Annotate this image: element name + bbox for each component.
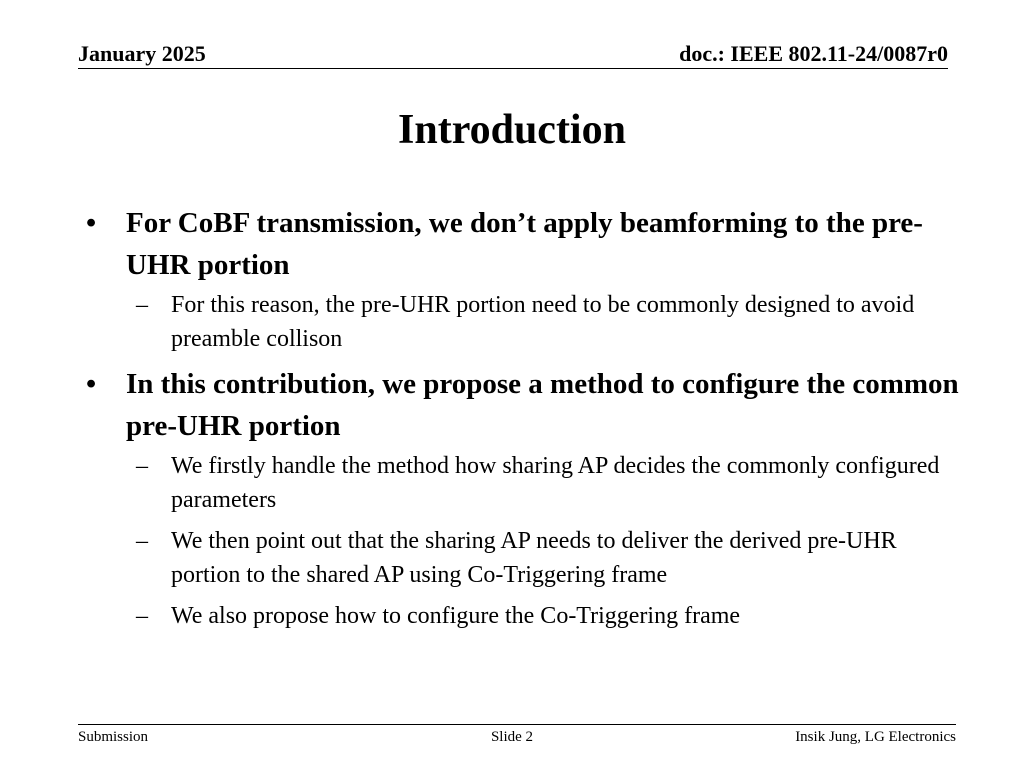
bullet-text: In this contribution, we propose a method to configure the common pre-UHR portion bbox=[126, 368, 959, 442]
sub-bullet-text: We then point out that the sharing AP needs to deliver the derived pre-UHR portion to the shared AP using Co-Triggering frame bbox=[171, 528, 897, 588]
bullet-item bbox=[84, 202, 964, 286]
footer-slide-number: Slide 2 bbox=[490, 729, 534, 745]
header-doc-id: doc.: IEEE 802.11-24/0087r0 bbox=[679, 41, 948, 66]
sub-bullet-item bbox=[84, 599, 964, 633]
sub-bullet-text: We firstly handle the method how sharing AP decides the commonly configured parameters bbox=[171, 453, 940, 513]
footer-divider bbox=[78, 724, 956, 725]
sub-bullet-list bbox=[84, 288, 964, 356]
dash-icon: – bbox=[136, 453, 148, 479]
bullet-dot-icon: • bbox=[86, 368, 97, 400]
dash-icon: – bbox=[136, 292, 148, 318]
slide-title: Introduction bbox=[398, 107, 626, 153]
footer-author: Insik Jung, LG Electronics bbox=[795, 729, 956, 745]
bullet-dot-icon: • bbox=[86, 207, 97, 239]
sub-bullet-text: For this reason, the pre-UHR portion need to be commonly designed to avoid preamble collison bbox=[171, 292, 915, 352]
sub-bullet-item bbox=[84, 449, 964, 517]
sub-bullet-text: We also propose how to configure the Co-Triggering frame bbox=[171, 603, 741, 629]
slide-content bbox=[84, 202, 964, 640]
sub-bullet-list bbox=[84, 449, 964, 633]
dash-icon: – bbox=[136, 603, 148, 629]
sub-bullet-item bbox=[84, 288, 964, 356]
bullet-item bbox=[84, 363, 964, 447]
dash-icon: – bbox=[136, 528, 148, 554]
sub-bullet-item bbox=[84, 524, 964, 592]
footer-submission: Submission bbox=[78, 729, 149, 745]
slide-header bbox=[78, 40, 948, 69]
header-date: January 2025 bbox=[78, 41, 206, 66]
bullet-text: For CoBF transmission, we don’t apply beamforming to the pre-UHR portion bbox=[126, 207, 923, 281]
